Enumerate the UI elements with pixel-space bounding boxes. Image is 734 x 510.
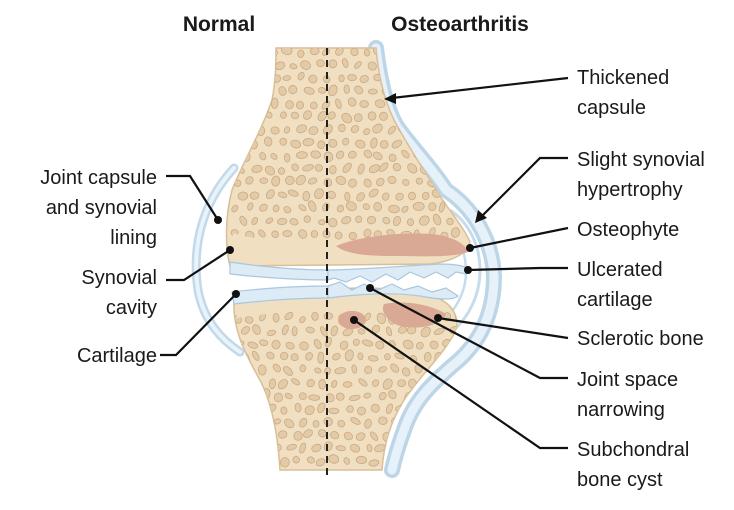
trabecular-pore	[245, 440, 257, 452]
trabecular-pore	[259, 48, 264, 58]
trabecular-pore	[400, 74, 408, 82]
trabecular-pore	[230, 70, 241, 83]
svg-text:Joint capsule: Joint capsule	[40, 167, 157, 189]
trabecular-pore	[335, 232, 343, 240]
trabecular-pore	[421, 114, 432, 122]
svg-text:Thickened: Thickened	[577, 67, 670, 89]
trabecular-pore	[356, 456, 367, 464]
trabecular-pore	[271, 98, 278, 109]
trabecular-pore	[432, 63, 442, 71]
trabecular-pore	[360, 100, 369, 107]
trabecular-pore	[401, 47, 411, 57]
trabecular-pore	[408, 379, 416, 388]
trabecular-pore	[427, 47, 439, 60]
trabecular-pore	[233, 48, 240, 56]
trabecular-pore	[451, 72, 461, 82]
svg-text:lining: lining	[110, 227, 157, 249]
trabecular-pore	[230, 125, 241, 133]
trabecular-pore	[453, 444, 463, 454]
trabecular-pore	[451, 49, 462, 56]
trabecular-pore	[428, 75, 438, 84]
svg-text:Synovial: Synovial	[81, 267, 157, 289]
trabecular-pore	[244, 44, 254, 56]
svg-text:capsule: capsule	[577, 97, 646, 119]
trabecular-pore	[455, 101, 463, 108]
trabecular-pore	[313, 420, 319, 427]
trabecular-pore	[230, 98, 238, 107]
trabecular-pore	[283, 230, 292, 236]
trabecular-pore	[244, 124, 251, 133]
trabecular-pore	[458, 139, 468, 150]
trabecular-pore	[244, 388, 257, 399]
label-joint-capsule	[40, 167, 157, 249]
trabecular-pore	[385, 354, 391, 360]
trabecular-pore	[439, 99, 448, 105]
trabecular-pore	[260, 416, 269, 428]
trabecular-pore	[240, 457, 251, 463]
trabecular-pore	[329, 218, 337, 227]
trabecular-pore	[355, 216, 361, 223]
trabecular-pore	[344, 85, 350, 94]
trabecular-pore	[408, 192, 416, 200]
trabecular-pore	[435, 457, 445, 467]
trabecular-pore	[251, 431, 261, 438]
trabecular-pore	[239, 377, 250, 388]
trabecular-pore	[343, 381, 352, 387]
label-osteophyte	[577, 219, 679, 241]
trabecular-pore	[441, 153, 450, 162]
trabecular-pore	[442, 418, 452, 424]
trabecular-pore	[459, 112, 465, 119]
trabecular-pore	[251, 379, 260, 388]
trabecular-pore	[357, 352, 363, 360]
trabecular-pore	[253, 59, 261, 70]
svg-text:Slight synovial: Slight synovial	[577, 149, 705, 171]
svg-text:Osteophyte: Osteophyte	[577, 219, 680, 241]
trabecular-pore	[440, 391, 452, 402]
trabecular-pore	[420, 431, 432, 441]
label-cartilage	[77, 345, 157, 367]
trabecular-pore	[427, 125, 438, 136]
trabecular-pore	[251, 405, 261, 415]
trabecular-pore	[273, 313, 280, 322]
trabecular-pore	[413, 101, 422, 110]
trabecular-pore	[407, 60, 417, 69]
trabecular-pore	[379, 112, 387, 121]
trabecular-pore	[445, 428, 456, 439]
trabecular-pore	[233, 415, 244, 427]
trabecular-pore	[230, 151, 241, 162]
trabecular-pore	[439, 124, 446, 132]
trabecular-pore	[319, 379, 326, 389]
trabecular-pore	[318, 352, 325, 363]
trabecular-pore	[297, 50, 304, 58]
trabecular-pore	[235, 60, 246, 69]
trabecular-pore	[264, 456, 274, 466]
trabecular-pore	[452, 127, 459, 134]
trabecular-pore	[264, 87, 273, 96]
trabecular-pore	[247, 416, 254, 426]
svg-text:Sclerotic bone: Sclerotic bone	[577, 328, 704, 350]
trabecular-pore	[230, 440, 243, 454]
trabecular-pore	[270, 49, 277, 56]
trabecular-pore	[368, 355, 378, 361]
trabecular-pore	[445, 163, 455, 175]
trabecular-pore	[434, 404, 445, 413]
trabecular-pore	[252, 457, 261, 463]
svg-text:Subchondral: Subchondral	[577, 439, 690, 461]
trabecular-pore	[429, 416, 437, 425]
trabecular-pore	[285, 100, 294, 109]
label-subchondral-cyst	[577, 439, 689, 491]
trabecular-pore	[410, 456, 416, 464]
trabecular-pore	[445, 455, 457, 469]
trabecular-pore	[451, 150, 462, 161]
trabecular-pore	[264, 432, 273, 441]
trabecular-pore	[435, 115, 443, 123]
trabecular-pore	[425, 404, 432, 416]
svg-text:bone cyst: bone cyst	[577, 469, 663, 491]
trabecular-pore	[284, 153, 290, 162]
trabecular-pore	[239, 429, 252, 442]
trabecular-pore	[413, 202, 424, 210]
leader-synovial-hypertrophy	[475, 158, 568, 223]
trabecular-pore	[249, 111, 258, 121]
svg-text:Ulcerated: Ulcerated	[577, 259, 663, 281]
trabecular-pore	[283, 75, 292, 81]
trabecular-pore	[315, 164, 322, 171]
trabecular-pore	[446, 136, 452, 147]
svg-text:narrowing: narrowing	[577, 399, 665, 421]
trabecular-pore	[407, 112, 418, 123]
trabecular-pore	[244, 73, 252, 84]
trabecular-pore	[308, 395, 319, 401]
svg-text:and synovial: and synovial	[45, 197, 157, 219]
trabecular-pore	[300, 365, 306, 372]
trabecular-pore	[318, 220, 325, 225]
trabecular-pore	[338, 124, 345, 132]
trabecular-pore	[433, 135, 446, 148]
trabecular-pore	[317, 141, 325, 149]
trabecular-pore	[311, 230, 318, 237]
trabecular-pore	[236, 113, 247, 123]
trabecular-pore	[458, 59, 471, 71]
header-osteoarthritis: Osteoarthritis	[391, 13, 529, 36]
trabecular-pore	[311, 312, 318, 321]
trabecular-pore	[364, 49, 371, 57]
trabecular-pore	[303, 191, 310, 201]
trabecular-pore	[347, 74, 356, 81]
leader-thickened-capsule	[384, 78, 568, 104]
trabecular-pore	[434, 430, 443, 439]
trabecular-pore	[444, 445, 451, 452]
trabecular-pore	[233, 363, 246, 376]
trabecular-pore	[428, 98, 435, 108]
trabecular-pore	[285, 176, 294, 185]
trabecular-pore	[446, 59, 458, 70]
trabecular-pore	[324, 313, 333, 320]
label-ulcerated-cartilage	[577, 259, 663, 311]
trabecular-pore	[436, 73, 449, 86]
label-joint-space-narrowing	[577, 369, 678, 421]
trabecular-pore	[424, 456, 430, 467]
trabecular-pore	[426, 444, 436, 454]
trabecular-pore	[274, 393, 283, 402]
label-thickened-capsule	[577, 67, 669, 119]
trabecular-pore	[454, 415, 463, 427]
trabecular-pore	[261, 443, 269, 452]
trabecular-pore	[411, 72, 423, 85]
svg-text:cavity: cavity	[105, 297, 157, 319]
trabecular-pore	[239, 87, 249, 97]
trabecular-pore	[260, 178, 268, 184]
trabecular-pore	[371, 404, 380, 413]
trabecular-pore	[260, 75, 267, 82]
trabecular-pore	[417, 417, 423, 427]
trabecular-pore	[447, 405, 458, 416]
svg-text:hypertrophy: hypertrophy	[577, 179, 683, 201]
trabecular-pore	[236, 136, 249, 148]
label-sclerotic-bone	[577, 328, 704, 350]
trabecular-pore	[280, 457, 289, 467]
ulcerated-cartilage-upper	[328, 264, 470, 282]
trabecular-pore	[235, 392, 244, 402]
header-normal: Normal	[182, 13, 256, 36]
trabecular-pore	[392, 86, 401, 94]
trabecular-pore	[292, 327, 297, 336]
trabecular-pore	[339, 75, 345, 82]
trabecular-pore	[251, 87, 261, 98]
trabecular-pore	[414, 442, 426, 455]
trabecular-pore	[240, 408, 249, 414]
trabecular-pore	[439, 45, 449, 55]
trabecular-pore	[390, 46, 398, 56]
label-synovial-cavity	[81, 267, 157, 319]
trabecular-pore	[368, 89, 377, 94]
trabecular-pore	[261, 63, 272, 70]
trabecular-pore	[245, 316, 254, 323]
svg-text:cartilage: cartilage	[577, 289, 653, 311]
trabecular-pore	[414, 45, 424, 55]
trabecular-pore	[454, 179, 464, 186]
svg-text:Cartilage: Cartilage	[76, 345, 157, 367]
label-synovial-hypertrophy	[577, 149, 705, 201]
svg-text:Joint space: Joint space	[577, 369, 679, 391]
trabecular-pore	[329, 408, 339, 414]
trabecular-pore	[457, 164, 466, 174]
trabecular-pore	[344, 192, 350, 201]
trabecular-pore	[399, 100, 409, 112]
trabecular-pore	[413, 126, 420, 134]
trabecular-pore	[410, 86, 417, 94]
trabecular-pore	[299, 392, 307, 400]
trabecular-pore	[419, 60, 430, 70]
trabecular-pore	[393, 60, 401, 67]
trabecular-pore	[246, 98, 255, 106]
trabecular-pore	[256, 99, 265, 107]
trabecular-pore	[445, 111, 455, 121]
